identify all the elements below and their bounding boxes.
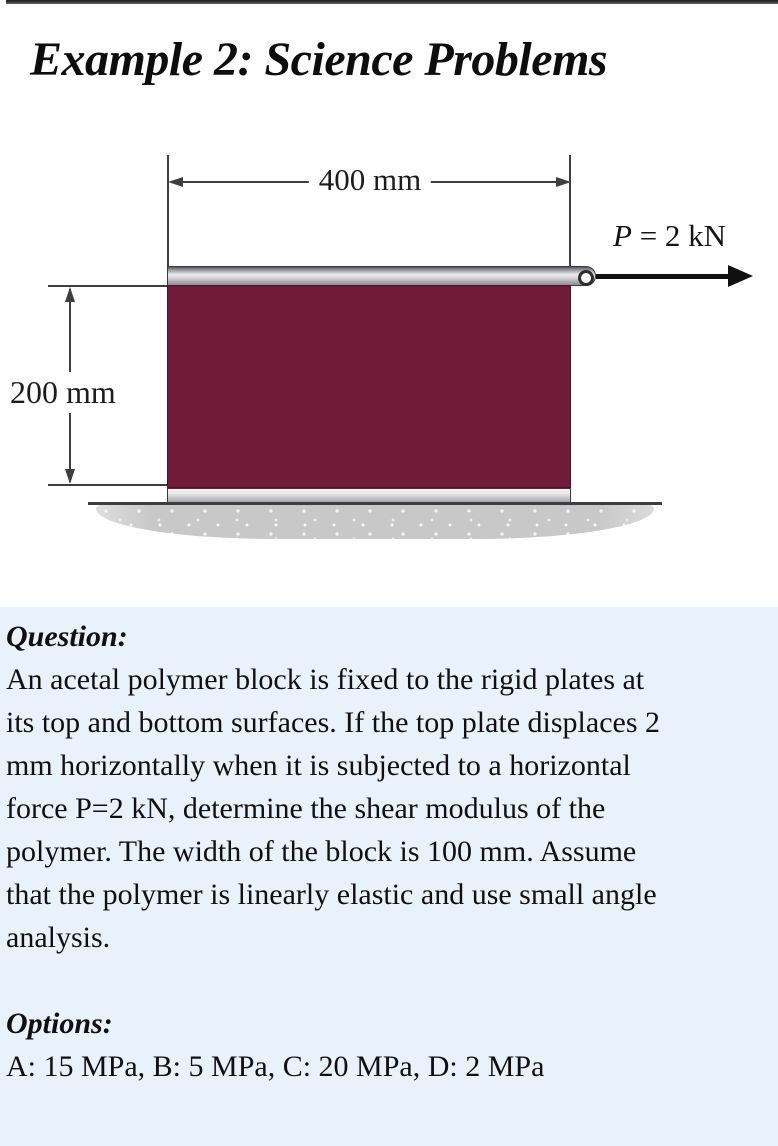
pin-icon (578, 270, 594, 286)
question-heading: Question: (6, 620, 128, 653)
height-arrow-up-icon (65, 287, 75, 302)
question-panel (0, 607, 778, 1146)
question-line: An acetal polymer block is fixed to the rigid plates at (6, 663, 645, 696)
page-title: Example 2: Science Problems (30, 33, 608, 86)
force-arrow-shaft (596, 274, 730, 279)
question-line: polymer. The width of the block is 100 mm. Assume (6, 835, 637, 868)
question-line: that the polymer is linearly elastic and use small angle (6, 878, 657, 911)
top-rigid-plate (167, 266, 596, 286)
force-symbol: P (613, 218, 632, 253)
width-arrow-left-icon (168, 177, 183, 187)
question-line: mm horizontally when it is subjected to a horizontal (6, 749, 631, 782)
width-extension-line-left (167, 155, 169, 268)
width-extension-line-right (569, 155, 571, 267)
polymer-block (167, 285, 571, 488)
options-heading: Options: (6, 1007, 113, 1040)
height-arrow-down-icon (65, 469, 75, 484)
blank-line (6, 959, 778, 1002)
height-extension-line-bottom (48, 484, 167, 486)
options-values: A: 15 MPa, B: 5 MPa, C: 20 MPa, D: 2 MPa (6, 1050, 545, 1083)
force-arrow-head-icon (728, 265, 753, 287)
bottom-rigid-plate (167, 488, 571, 503)
ground-hatch (96, 505, 654, 539)
width-arrow-right-icon (556, 177, 571, 187)
question-line: force P=2 kN, determine the shear modulus of the (6, 792, 606, 825)
force-label (613, 218, 726, 254)
question-line: its top and bottom surfaces. If the top plate displaces 2 (6, 706, 661, 739)
height-dimension-label: 200 mm (6, 372, 120, 413)
width-dimension-label: 400 mm (309, 162, 431, 198)
question-line: analysis. (6, 921, 111, 954)
force-value: = 2 kN (631, 218, 727, 253)
